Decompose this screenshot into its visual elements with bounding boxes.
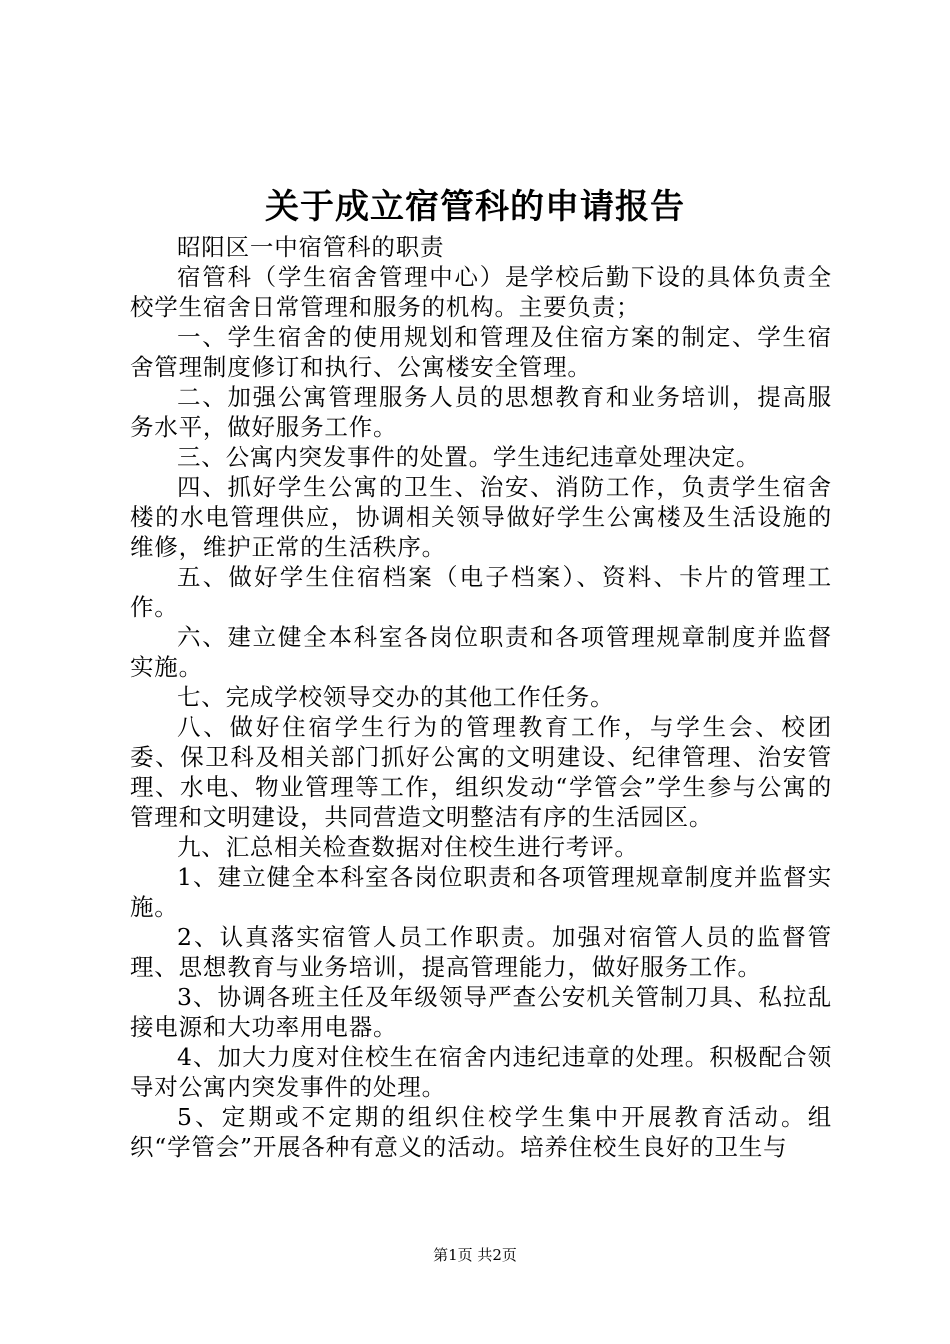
paragraph: 4、加大力度对住校生在宿舍内违纪违章的处理。积极配合领导对公寓内突发事件的处理。 (130, 1043, 832, 1101)
paragraph: 九、汇总相关检查数据对住校生进行考评。 (177, 833, 639, 861)
paragraph: 5、定期或不定期的组织住校学生集中开展教育活动。组织“学管会”开展各种有意义的活动。培养住校生良好的卫生与 (130, 1103, 832, 1161)
document-body (130, 232, 832, 1162)
paragraph: 六、建立健全本科室各岗位职责和各项管理规章制度并监督实施。 (130, 623, 832, 681)
paragraph: 宿管科（学生宿舍管理中心）是学校后勤下设的具体负责全校学生宿舍日常管理和服务的机构。主要负责； (130, 263, 832, 321)
paragraph: 五、做好学生住宿档案（电子档案）、资料、卡片的管理工作。 (130, 563, 832, 621)
paragraph: 二、加强公寓管理服务人员的思想教育和业务培训，提高服务水平，做好服务工作。 (130, 383, 832, 441)
paragraph: 昭阳区一中宿管科的职责 (177, 233, 445, 261)
paragraph: 一、学生宿舍的使用规划和管理及住宿方案的制定、学生宿舍管理制度修订和执行、公寓楼安全管理。 (130, 323, 832, 381)
page-footer: 第1页 共2页 (433, 1246, 517, 1264)
paragraph: 1、建立健全本科室各岗位职责和各项管理规章制度并监督实施。 (130, 863, 832, 921)
paragraph: 3、协调各班主任及年级领导严查公安机关管制刀具、私拉乱接电源和大功率用电器。 (130, 983, 832, 1041)
paragraph: 四、抓好学生公寓的卫生、治安、消防工作，负责学生宿舍楼的水电管理供应，协调相关领导做好学生公寓楼及生活设施的维修，维护正常的生活秩序。 (130, 473, 832, 561)
paragraph: 2、认真落实宿管人员工作职责。加强对宿管人员的监督管理、思想教育与业务培训，提高管理能力，做好服务工作。 (130, 923, 832, 981)
paragraph: 七、完成学校领导交办的其他工作任务。 (177, 683, 615, 711)
paragraph: 三、公寓内突发事件的处置。学生违纪违章处理决定。 (177, 443, 761, 471)
document-title: 关于成立宿管科的申请报告 (265, 187, 685, 227)
paragraph: 八、做好住宿学生行为的管理教育工作，与学生会、校团委、保卫科及相关部门抓好公寓的文明建设、纪律管理、治安管理、水电、物业管理等工作，组织发动“学管会”学生参与公寓的管理和文明建设，共同营造文明整洁有序的生活园区。 (130, 713, 832, 831)
